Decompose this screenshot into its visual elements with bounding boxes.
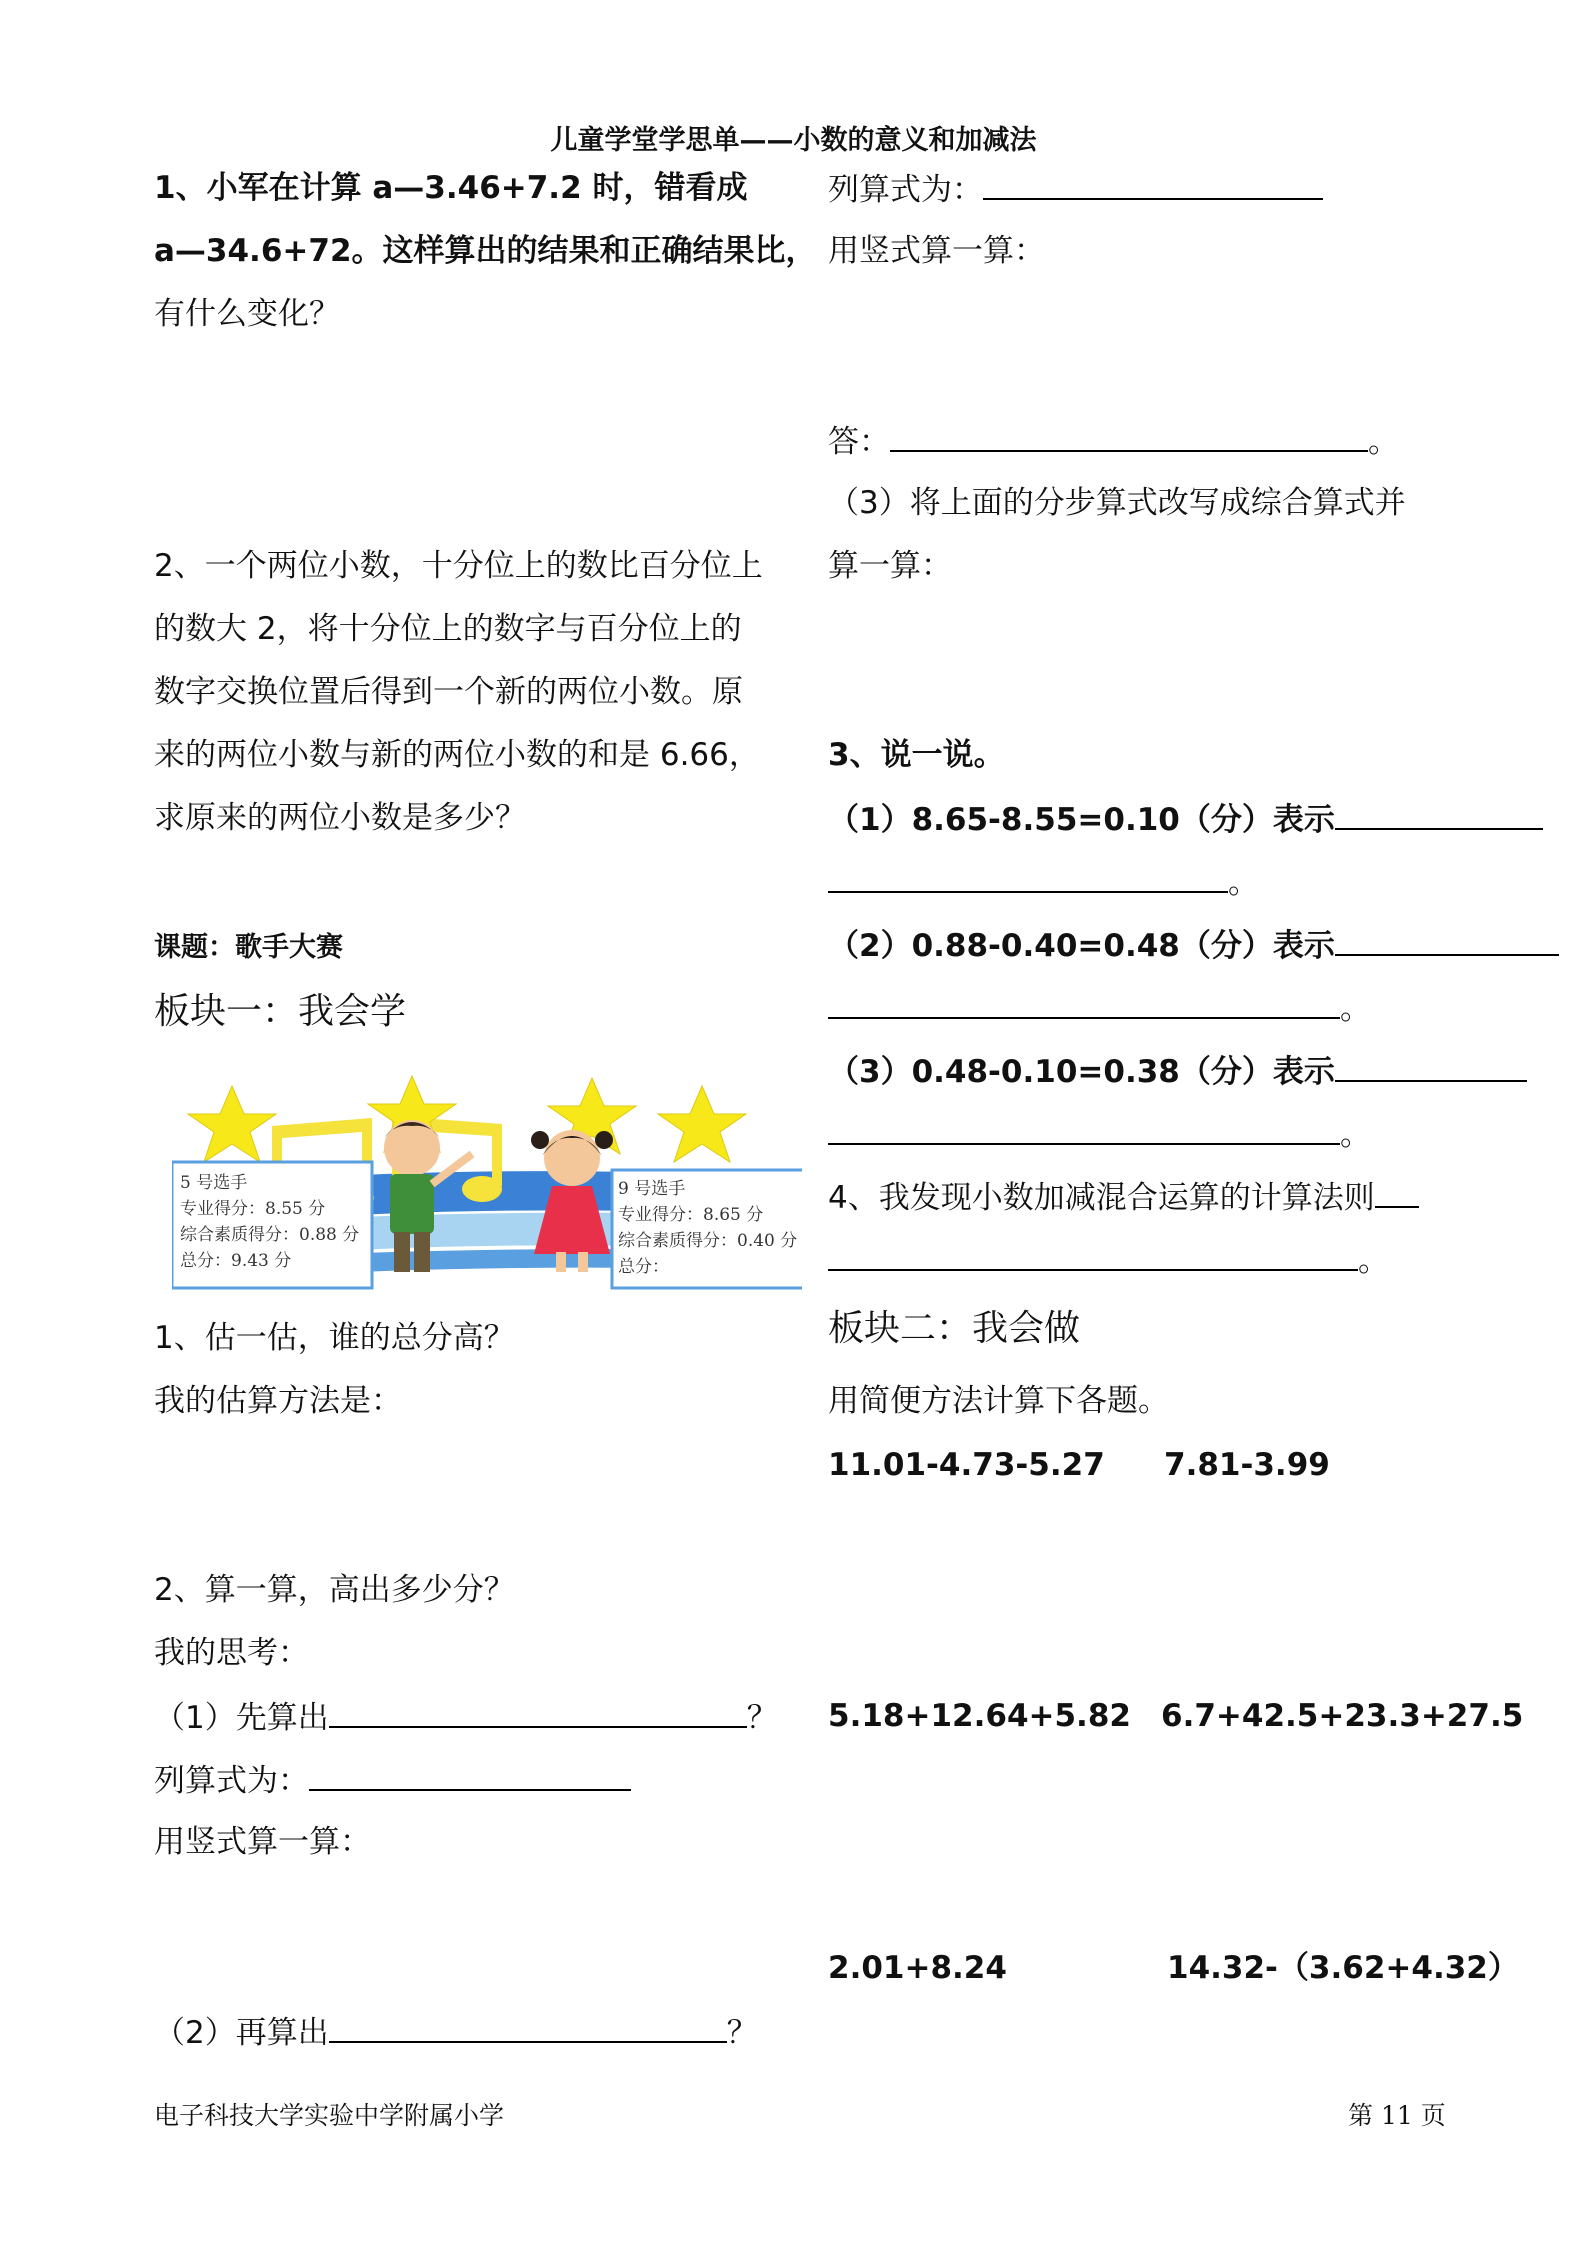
exercise-2: 7.81-3.99 [1164, 1447, 1330, 1483]
card2-line2: 综合素质得分：0.40 分 [618, 1231, 798, 1251]
say-item1: （1）8.65-8.55=0.10（分）表示 [828, 796, 1543, 842]
say3-blank[interactable] [1335, 1048, 1527, 1082]
say-question: 3、说一说。 [828, 737, 1005, 773]
card1-line1: 专业得分：8.55 分 [180, 1199, 326, 1219]
section2-heading: 板块二：我会做 [828, 1308, 1081, 1349]
singer-contest-illustration [172, 1066, 802, 1291]
section1-heading: 板块一：我会学 [154, 991, 407, 1032]
q2-line4: 来的两位小数与新的两位小数的和是 6.66， [154, 737, 760, 773]
say-item1-cont: 。 [828, 859, 1259, 905]
q1-line1: 1、小军在计算 a—3.46+7.2 时，错看成 [154, 170, 748, 206]
say1-blank[interactable] [1335, 796, 1543, 830]
footer-page-number: 第 11 页 [1348, 2101, 1446, 2130]
topic-label: 课题：歌手大赛 [154, 932, 343, 963]
say1-blank-2[interactable] [828, 859, 1228, 893]
q2-line2: 的数大 2，将十分位上的数字与百分位上的 [154, 611, 742, 647]
q3-line2: 算一算： [828, 548, 952, 584]
say-item3: （3）0.48-0.10=0.38（分）表示 [828, 1048, 1527, 1094]
calc-step2: （2）再算出 ？ [154, 2009, 758, 2055]
exercise-4: 6.7+42.5+23.3+27.5 [1161, 1698, 1524, 1734]
card1-line3: 总分：9.43 分 [180, 1251, 292, 1271]
q4-line2: 。 [828, 1237, 1389, 1283]
right-vertical: 用竖式算一算： [828, 233, 1045, 269]
q1-line3: 有什么变化？ [154, 296, 340, 332]
q3-line1: （3）将上面的分步算式改写成综合算式并 [828, 485, 1406, 521]
right-formula-blank[interactable] [983, 166, 1323, 200]
formula-blank[interactable] [309, 1757, 631, 1791]
say3-blank-2[interactable] [828, 1111, 1340, 1145]
calc-thinking: 我的思考： [154, 1635, 309, 1671]
q2-line5: 求原来的两位小数是多少？ [154, 800, 526, 836]
step1-blank[interactable] [329, 1694, 747, 1728]
q4-blank-2[interactable] [828, 1237, 1358, 1271]
card1-title: 5 号选手 [180, 1173, 248, 1193]
say-item2-cont: 。 [828, 985, 1371, 1031]
exercise-6: 14.32-（3.62+4.32） [1167, 1950, 1519, 1986]
calc-formula: 列算式为： [154, 1757, 631, 1803]
say-item2: （2）0.88-0.40=0.48（分）表示 [828, 922, 1559, 968]
exercise-3: 5.18+12.64+5.82 [828, 1698, 1131, 1734]
q4-blank[interactable] [1375, 1174, 1419, 1208]
card2-line3: 总分： [618, 1257, 669, 1277]
say2-blank-2[interactable] [828, 985, 1340, 1019]
q1-line2: a—34.6+72。这样算出的结果和正确结果比， [154, 233, 817, 269]
footer-school: 电子科技大学实验中学附属小学 [154, 2101, 505, 2130]
estimate-question: 1、估一估，谁的总分高？ [154, 1320, 515, 1356]
card1-line2: 综合素质得分：0.88 分 [180, 1225, 360, 1245]
exercise-1: 11.01-4.73-5.27 [828, 1447, 1105, 1483]
calc-vertical: 用竖式算一算： [154, 1824, 371, 1860]
answer-blank[interactable] [890, 418, 1368, 452]
estimate-method: 我的估算方法是： [154, 1383, 402, 1419]
calc-step1: （1）先算出 ？ [154, 1694, 778, 1740]
q2-line3: 数字交换位置后得到一个新的两位小数。原 [154, 674, 743, 710]
card2-title: 9 号选手 [618, 1179, 686, 1199]
exercise-5: 2.01+8.24 [828, 1950, 1007, 1986]
q4-line1: 4、我发现小数加减混合运算的计算法则 [828, 1174, 1419, 1220]
exercise-instruction: 用简便方法计算下各题。 [828, 1383, 1169, 1419]
step2-blank[interactable] [329, 2009, 727, 2043]
calc-question: 2、算一算，高出多少分？ [154, 1572, 515, 1608]
say2-blank[interactable] [1335, 922, 1559, 956]
right-answer: 答： 。 [828, 418, 1399, 464]
page-title: 儿童学堂学思单——小数的意义和加减法 [550, 125, 1037, 156]
card2-line1: 专业得分：8.65 分 [618, 1205, 764, 1225]
right-formula: 列算式为： [828, 166, 1323, 212]
say-item3-cont: 。 [828, 1111, 1371, 1157]
q2-line1: 2、一个两位小数，十分位上的数比百分位上 [154, 548, 763, 584]
